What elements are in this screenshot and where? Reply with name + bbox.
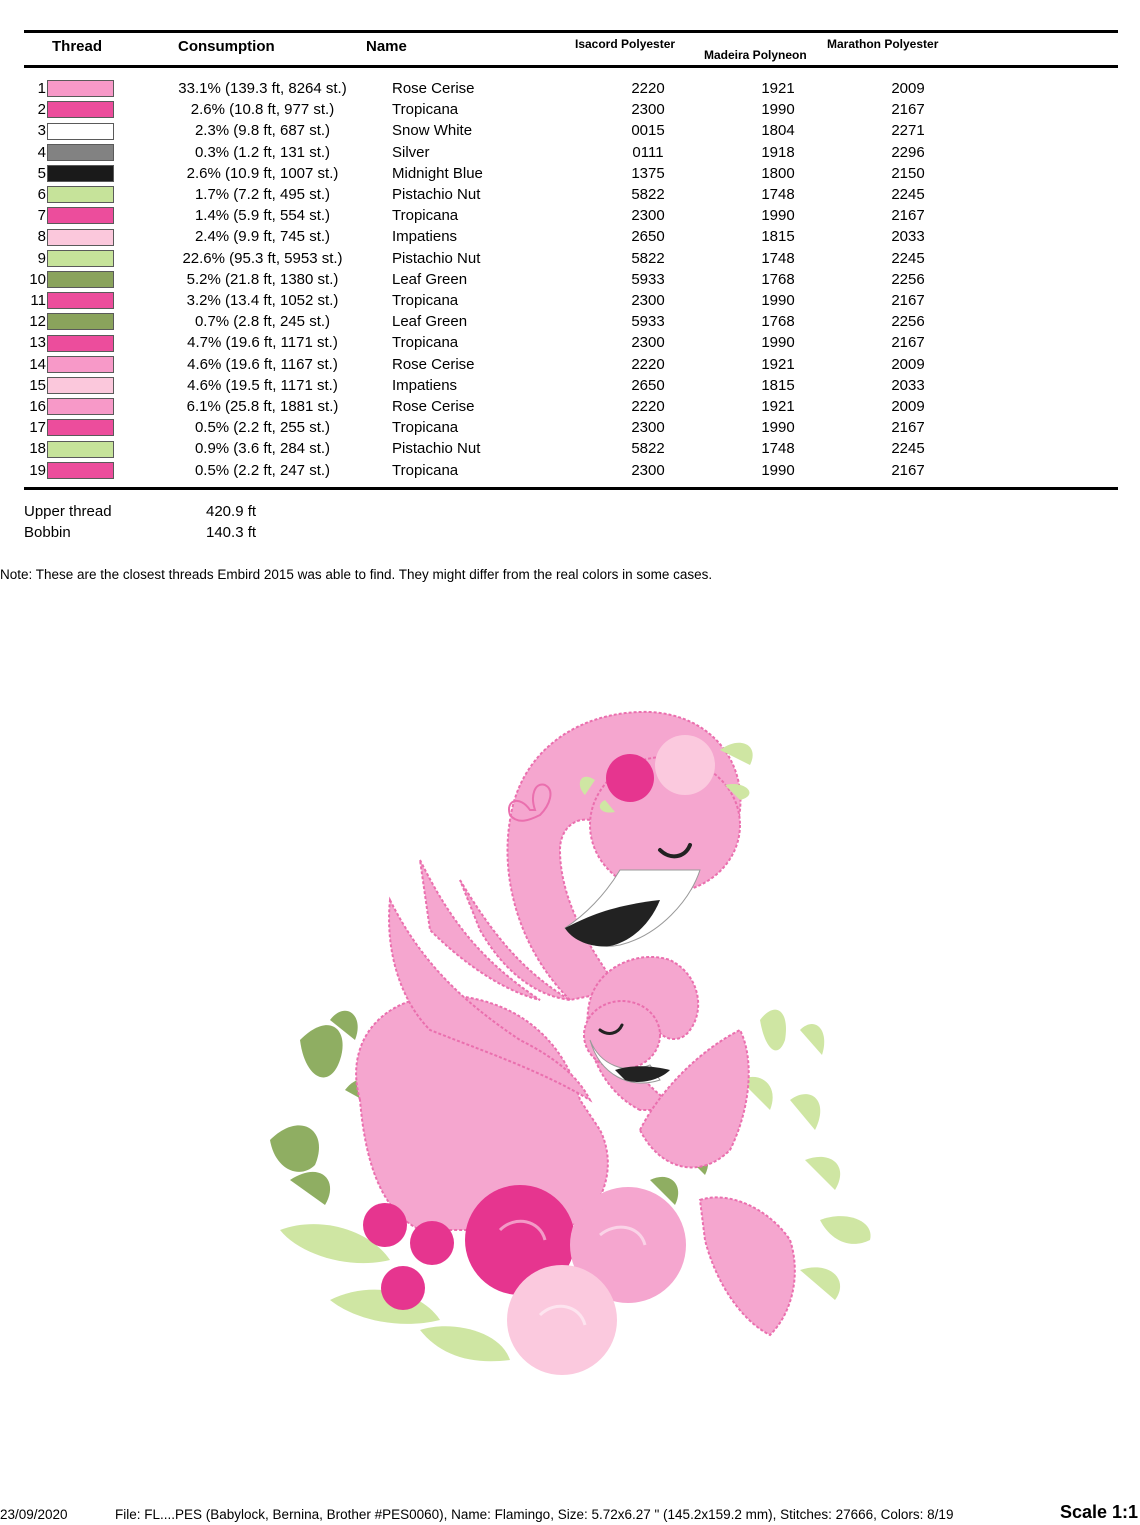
thread-consumption: 5.2% (21.8 ft, 1380 st.): [186, 270, 339, 288]
thread-consumption: 6.1% (25.8 ft, 1881 st.): [186, 398, 339, 416]
madeira-code: 1748: [761, 249, 795, 267]
isacord-code: 2220: [631, 80, 665, 97]
thread-consumption: 2.4% (9.9 ft, 745 st.): [194, 228, 331, 246]
thread-number: 2: [37, 101, 46, 119]
thread-name: Tropicana: [392, 292, 459, 310]
header-thread: Thread: [52, 38, 103, 55]
footer-file-info: File: FL....PES (Babylock, Bernina, Brother #PES0060), Name: Flamingo, Size: 5.72x6.27 " (145.2x159.2 mm), Stitches: 27666, Colors: 8/19: [115, 1507, 954, 1522]
madeira-code: 1804: [761, 122, 795, 140]
madeira-code: 1800: [761, 164, 795, 182]
madeira-code: 1815: [761, 376, 795, 394]
madeira-code: 1748: [761, 440, 795, 458]
thread-number: 15: [29, 376, 46, 394]
thread-consumption: 22.6% (95.3 ft, 5953 st.): [182, 249, 343, 267]
thread-consumption: 2.6% (10.9 ft, 1007 st.): [186, 164, 339, 182]
thread-name: Snow White: [392, 122, 473, 140]
thread-name: Rose Cerise: [392, 355, 475, 373]
madeira-code: 1990: [761, 419, 795, 437]
thread-number: 8: [37, 228, 46, 246]
isacord-code: 2300: [631, 292, 665, 310]
thread-consumption: 4.6% (19.6 ft, 1167 st.): [187, 355, 338, 373]
footer-date: 23/09/2020: [0, 1507, 68, 1522]
thread-number: 11: [30, 292, 46, 310]
thread-name: Tropicana: [392, 207, 459, 225]
thread-name: Leaf Green: [392, 313, 468, 331]
thread-name: Pistachio Nut: [392, 186, 481, 204]
madeira-code: 1815: [761, 228, 795, 246]
thread-consumption: 3.2% (13.4 ft, 1052 st.): [186, 292, 339, 310]
thread-name: Rose Cerise: [392, 398, 475, 416]
madeira-code: 1921: [761, 398, 795, 416]
marathon-code: 2245: [891, 440, 925, 458]
thread-consumption: 0.3% (1.2 ft, 131 st.): [194, 143, 331, 161]
header-name: Name: [366, 38, 407, 55]
isacord-code: 0015: [631, 122, 665, 140]
thread-consumption: 0.7% (2.8 ft, 245 st.): [194, 313, 331, 331]
marathon-code: 2009: [891, 398, 925, 416]
thread-consumption: 1.4% (5.9 ft, 554 st.): [194, 207, 331, 225]
marathon-code: 2009: [891, 80, 925, 97]
madeira-code: 1921: [761, 80, 795, 97]
isacord-code: 2220: [631, 355, 665, 373]
madeira-code: 1990: [761, 334, 795, 352]
thread-consumption: 0.9% (3.6 ft, 284 st.): [194, 440, 331, 458]
header-marathon: Marathon Polyester: [827, 37, 939, 51]
thread-consumption: 1.7% (7.2 ft, 495 st.): [194, 186, 331, 204]
thread-name: Tropicana: [392, 334, 459, 352]
isacord-code: 5822: [631, 249, 665, 267]
thread-number: 18: [29, 440, 46, 458]
thread-consumption: 4.6% (19.5 ft, 1171 st.): [187, 376, 338, 394]
marathon-code: 2167: [891, 419, 925, 437]
header-consumption: Consumption: [178, 38, 275, 55]
thread-number: 7: [37, 207, 46, 225]
marathon-code: 2296: [891, 143, 925, 161]
thread-number: 17: [29, 419, 46, 437]
thread-number: 19: [29, 461, 46, 479]
thread-consumption: 0.5% (2.2 ft, 247 st.): [194, 461, 331, 479]
madeira-code: 1748: [761, 186, 795, 204]
madeira-code: 1990: [761, 461, 795, 479]
upper-thread-value: 420.9 ft: [206, 503, 257, 520]
isacord-code: 5933: [631, 313, 665, 331]
marathon-code: 2271: [891, 122, 925, 140]
isacord-code: 2300: [631, 334, 665, 352]
thread-name: Silver: [392, 143, 430, 161]
madeira-code: 1990: [761, 292, 795, 310]
thread-number: 5: [37, 164, 46, 182]
thread-consumption: 4.7% (19.6 ft, 1171 st.): [187, 334, 338, 352]
thread-consumption: 33.1% (139.3 ft, 8264 st.): [178, 80, 347, 97]
header-isacord: Isacord Polyester: [575, 37, 676, 51]
thread-number: 12: [29, 313, 46, 331]
isacord-code: 5822: [631, 440, 665, 458]
isacord-code: 2300: [631, 461, 665, 479]
thread-number: 14: [29, 355, 46, 373]
isacord-code: 2300: [631, 207, 665, 225]
marathon-code: 2150: [891, 164, 925, 182]
marathon-code: 2256: [891, 270, 925, 288]
madeira-code: 1768: [761, 270, 795, 288]
isacord-code: 0111: [632, 143, 664, 161]
thread-name: Leaf Green: [392, 270, 468, 288]
thread-number: 1: [37, 80, 46, 97]
thread-number: 6: [37, 186, 46, 204]
thread-number: 9: [37, 249, 46, 267]
thread-name: Rose Cerise: [392, 80, 475, 97]
thread-name: Tropicana: [392, 419, 459, 437]
madeira-code: 1990: [761, 207, 795, 225]
thread-number: 13: [29, 334, 46, 352]
thread-consumption: 0.5% (2.2 ft, 255 st.): [194, 419, 331, 437]
marathon-code: 2167: [891, 292, 925, 310]
scale-label: Scale 1:1: [1059, 1502, 1138, 1522]
bobbin-value: 140.3 ft: [206, 524, 257, 541]
marathon-code: 2256: [891, 313, 925, 331]
marathon-code: 2033: [891, 376, 925, 394]
thread-name: Impatiens: [392, 228, 458, 246]
thread-number: 3: [37, 122, 46, 140]
marathon-code: 2167: [891, 101, 925, 119]
thread-number: 16: [29, 398, 46, 416]
thread-name: Pistachio Nut: [392, 249, 481, 267]
thread-name: Midnight Blue: [392, 164, 483, 182]
thread-number: 4: [37, 143, 46, 161]
madeira-code: 1918: [761, 143, 795, 161]
isacord-code: 2220: [631, 398, 665, 416]
marathon-code: 2245: [891, 249, 925, 267]
marathon-code: 2167: [891, 207, 925, 225]
isacord-code: 2300: [631, 101, 665, 119]
isacord-code: 2650: [631, 376, 665, 394]
thread-name: Impatiens: [392, 376, 458, 394]
madeira-code: 1921: [761, 355, 795, 373]
thread-name: Tropicana: [392, 461, 459, 479]
isacord-code: 5822: [631, 186, 665, 204]
isacord-code: 1375: [631, 164, 665, 182]
isacord-code: 2650: [631, 228, 665, 246]
marathon-code: 2167: [891, 334, 925, 352]
thread-number: 10: [29, 270, 46, 288]
thread-consumption: 2.3% (9.8 ft, 687 st.): [194, 122, 331, 140]
header-madeira: Madeira Polyneon: [704, 48, 807, 62]
marathon-code: 2167: [891, 461, 925, 479]
isacord-code: 5933: [631, 270, 665, 288]
upper-thread-label: Upper thread: [24, 503, 112, 520]
color-note: Note: These are the closest threads Embird 2015 was able to find. They might differ from the real colors in some cases.: [0, 567, 713, 582]
madeira-code: 1990: [761, 101, 795, 119]
marathon-code: 2033: [891, 228, 925, 246]
thread-name: Tropicana: [392, 101, 459, 119]
thread-name: Pistachio Nut: [392, 440, 481, 458]
marathon-code: 2245: [891, 186, 925, 204]
isacord-code: 2300: [631, 419, 665, 437]
marathon-code: 2009: [891, 355, 925, 373]
thread-consumption: 2.6% (10.8 ft, 977 st.): [190, 101, 335, 119]
madeira-code: 1768: [761, 313, 795, 331]
bobbin-label: Bobbin: [24, 524, 71, 541]
